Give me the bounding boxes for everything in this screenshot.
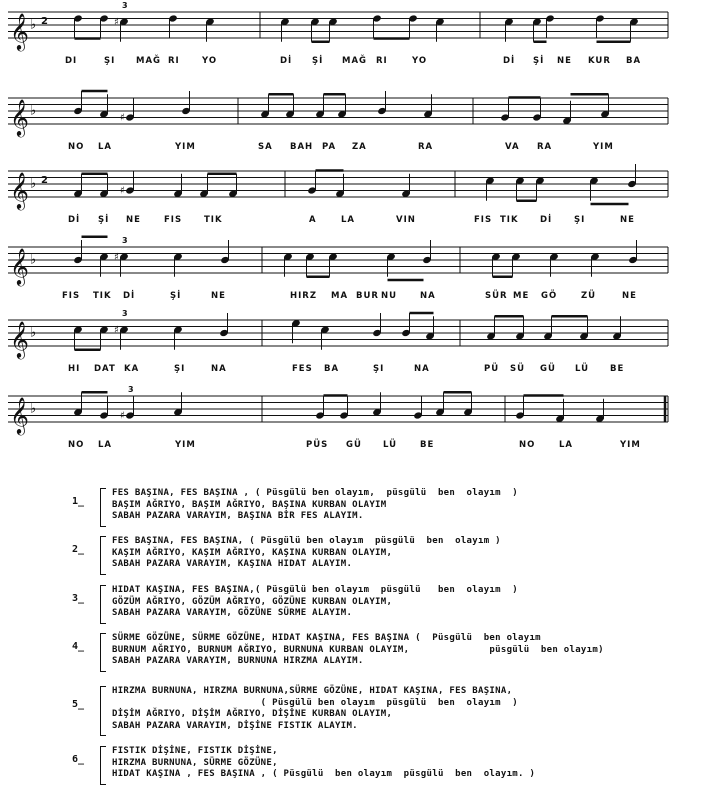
time-signature: 2	[41, 175, 48, 186]
lyric-syllable: BE	[610, 364, 625, 374]
lyric-syllable: DI	[65, 56, 78, 66]
verse-number: 2_	[72, 544, 85, 555]
sharp-icon: ♯	[114, 16, 119, 28]
verse-bracket	[100, 633, 106, 672]
verse-line: HIRZMA BURNUNA, HIRZMA BURNUNA,SÜRME GÖZÜNE, HIDAT KAŞINA, FES BAŞINA,	[112, 686, 513, 696]
triplet-mark: 3	[122, 309, 128, 318]
flat-icon: ♭	[30, 103, 37, 119]
time-signature: 2	[41, 16, 48, 27]
verse-line: HIRZMA BURNUNA, SÜRME GÖZÜNE,	[112, 757, 278, 768]
lyric-syllable: ŞI	[373, 364, 385, 374]
lyric-syllable: NE	[622, 291, 637, 301]
sharp-icon: ♯	[120, 410, 125, 422]
lyric-syllable: A	[309, 215, 317, 225]
lyric-syllable: Dİ	[503, 56, 516, 66]
lyric-syllable: LÜ	[383, 440, 398, 450]
lyric-syllable: MA	[331, 291, 349, 301]
verse-line: GÖZÜM AĞRIYO, GÖZÜM AĞRIYO, GÖZÜNE KURBAN OLAYIM,	[112, 596, 393, 607]
lyric-syllable: LA	[98, 440, 112, 450]
lyric-syllable: Dİ	[123, 291, 136, 301]
lyric-syllable: FIS	[62, 291, 81, 301]
triplet-mark: 3	[128, 385, 134, 394]
lyric-syllable: LÜ	[575, 364, 590, 374]
treble-clef-icon: 𝄞	[10, 320, 29, 358]
flat-icon: ♭	[30, 176, 37, 192]
treble-clef-icon: 𝄞	[10, 247, 29, 285]
lyric-syllable: Dİ	[540, 215, 553, 225]
lyric-syllable: YIM	[175, 440, 196, 450]
lyric-syllable: NE	[211, 291, 226, 301]
flat-icon: ♭	[30, 17, 37, 33]
lyric-syllable: ŞI	[574, 215, 586, 225]
lyric-syllable: FIS	[164, 215, 183, 225]
sharp-icon: ♯	[114, 324, 119, 336]
sharp-icon: ♯	[120, 185, 125, 197]
verse-bracket	[100, 746, 106, 785]
lyric-syllable: GÖ	[541, 291, 558, 301]
verse-line: FES BAŞINA, FES BAŞINA, ( Püsgülü ben olayım püsgülü ben olayım )	[112, 536, 501, 546]
lyric-syllable: BAH	[290, 142, 314, 152]
lyric-syllable: Dİ	[68, 215, 81, 225]
verse-bracket	[100, 536, 106, 575]
lyric-syllable: RA	[537, 142, 553, 152]
lyric-syllable: KA	[124, 364, 140, 374]
lyric-syllable: NO	[68, 142, 85, 152]
lyric-syllable: LA	[559, 440, 573, 450]
verse-line: SABAH PAZARA VARAYIM, KAŞINA HIDAT ALAYIM.	[112, 559, 353, 569]
lyric-syllable: YO	[412, 56, 428, 66]
verse-line: HIDAT KAŞINA, FES BAŞINA,( Püsgülü ben olayım püsgülü ben olayım )	[112, 585, 519, 595]
verse-line: SABAH PAZARA VARAYIM, BAŞINA BİR FES ALAYIM.	[112, 511, 364, 521]
verse-line: SABAH PAZARA VARAYIM, GÖZÜNE SÜRME ALAYIM.	[112, 608, 353, 618]
lyric-syllable: TIK	[500, 215, 519, 225]
lyric-syllable: ŞI	[104, 56, 116, 66]
lyric-syllable: DAT	[94, 364, 116, 374]
lyric-syllable: BA	[324, 364, 340, 374]
lyric-syllable: HI	[68, 364, 81, 374]
lyric-syllable: NA	[211, 364, 227, 374]
lyric-syllable: PA	[322, 142, 337, 152]
verse-bracket	[100, 488, 106, 527]
verse-number: 6_	[72, 754, 85, 765]
verse-line: ( Püsgülü ben olayım püsgülü ben olayım )	[112, 697, 519, 708]
lyric-syllable: PÜ	[484, 364, 500, 374]
verse-bracket	[100, 585, 106, 624]
lyric-syllable: VIN	[396, 215, 416, 225]
lyric-syllable: LA	[341, 215, 355, 225]
triplet-mark: 3	[122, 236, 128, 245]
lyric-syllable: TIK	[204, 215, 223, 225]
lyric-syllable: TIK	[93, 291, 112, 301]
lyric-syllable: MAĞ	[136, 56, 162, 66]
verse-line: SABAH PAZARA VARAYIM, BURNUNA HIRZMA ALAYIM.	[112, 656, 364, 666]
verse-number: 3_	[72, 593, 85, 604]
lyric-syllable: ŞI	[174, 364, 186, 374]
lyric-syllable: NE	[126, 215, 141, 225]
sharp-icon: ♯	[120, 112, 125, 124]
lyric-syllable: Şİ	[533, 56, 545, 66]
verse-line: SÜRME GÖZÜNE, SÜRME GÖZÜNE, HIDAT KAŞINA, FES BAŞINA ( Püsgülü ben olayım	[112, 633, 541, 643]
lyric-syllable: SA	[258, 142, 273, 152]
treble-clef-icon: 𝄞	[10, 171, 29, 209]
lyric-syllable: GÜ	[346, 440, 362, 450]
treble-clef-icon: 𝄞	[10, 12, 29, 50]
lyric-syllable: FIS	[474, 215, 493, 225]
lyric-syllable: ME	[513, 291, 530, 301]
lyric-syllable: Şİ	[98, 215, 110, 225]
lyric-syllable: SÜR	[485, 291, 508, 301]
sharp-icon: ♯	[114, 251, 119, 263]
lyric-syllable: MAĞ	[342, 56, 368, 66]
verse-line: SABAH PAZARA VARAYIM, DİŞİNE FISTIK ALAYIM.	[112, 720, 358, 731]
verse-number: 1_	[72, 496, 85, 507]
verse-line: FISTIK DİŞİNE, FISTIK DİŞİNE,	[112, 746, 278, 756]
verse-number: 5_	[72, 699, 85, 710]
lyric-syllable: YIM	[620, 440, 641, 450]
lyric-syllable: BA	[626, 56, 642, 66]
lyric-syllable: HIRZ	[290, 291, 317, 301]
lyric-syllable: GÜ	[540, 364, 556, 374]
lyric-syllable: ZÜ	[581, 291, 597, 301]
lyric-syllable: BUR	[356, 291, 379, 301]
lyric-syllable: RA	[418, 142, 434, 152]
lyric-syllable: RI	[376, 56, 388, 66]
lyric-syllable: RI	[168, 56, 180, 66]
verse-number: 4_	[72, 641, 85, 652]
lyric-syllable: VA	[505, 142, 520, 152]
verse-line: BURNUM AĞRIYO, BURNUM AĞRIYO, BURNUNA KURBAN OLAYIM, püsgülü ben olayım)	[112, 644, 604, 655]
flat-icon: ♭	[30, 401, 37, 417]
verse-line: FES BAŞINA, FES BAŞINA , ( Püsgülü ben olayım, püsgülü ben olayım )	[112, 488, 519, 498]
lyric-syllable: NE	[557, 56, 572, 66]
lyric-syllable: YO	[202, 56, 218, 66]
lyric-syllable: PÜS	[306, 440, 329, 450]
lyric-syllable: YIM	[175, 142, 196, 152]
verse-bracket	[100, 686, 106, 736]
lyric-syllable: Şİ	[170, 291, 182, 301]
lyric-syllable: Şİ	[312, 56, 324, 66]
lyric-syllable: NO	[519, 440, 536, 450]
verse-line: DİŞİM AĞRIYO, DİŞİM AĞRIYO, DİŞİNE KURBAN OLAYIM,	[112, 709, 393, 719]
verse-line: BAŞIM AĞRIYO, BAŞIM AĞRIYO, BAŞINA KURBAN OLAYIM	[112, 499, 387, 510]
lyric-syllable: FES	[292, 364, 313, 374]
lyric-syllable: ZA	[352, 142, 367, 152]
triplet-mark: 3	[122, 1, 128, 10]
flat-icon: ♭	[30, 252, 37, 268]
lyric-syllable: BE	[420, 440, 435, 450]
treble-clef-icon: 𝄞	[10, 98, 29, 136]
lyric-syllable: NA	[420, 291, 436, 301]
lyric-syllable: YIM	[593, 142, 614, 152]
lyric-syllable: KUR	[588, 56, 611, 66]
treble-clef-icon: 𝄞	[10, 396, 29, 434]
flat-icon: ♭	[30, 325, 37, 341]
verse-line: KAŞIM AĞRIYO, KAŞIM AĞRIYO, KAŞINA KURBAN OLAYIM,	[112, 547, 393, 558]
lyric-syllable: NU	[381, 291, 398, 301]
lyric-syllable: NO	[68, 440, 85, 450]
lyric-syllable: LA	[98, 142, 112, 152]
lyric-syllable: NE	[620, 215, 635, 225]
lyric-syllable: SÜ	[510, 364, 526, 374]
verse-line: HIDAT KAŞINA , FES BAŞINA , ( Püsgülü ben olayım püsgülü ben olayım. )	[112, 769, 536, 779]
lyric-syllable: Dİ	[280, 56, 293, 66]
lyric-syllable: NA	[414, 364, 430, 374]
verse-list	[0, 480, 710, 804]
